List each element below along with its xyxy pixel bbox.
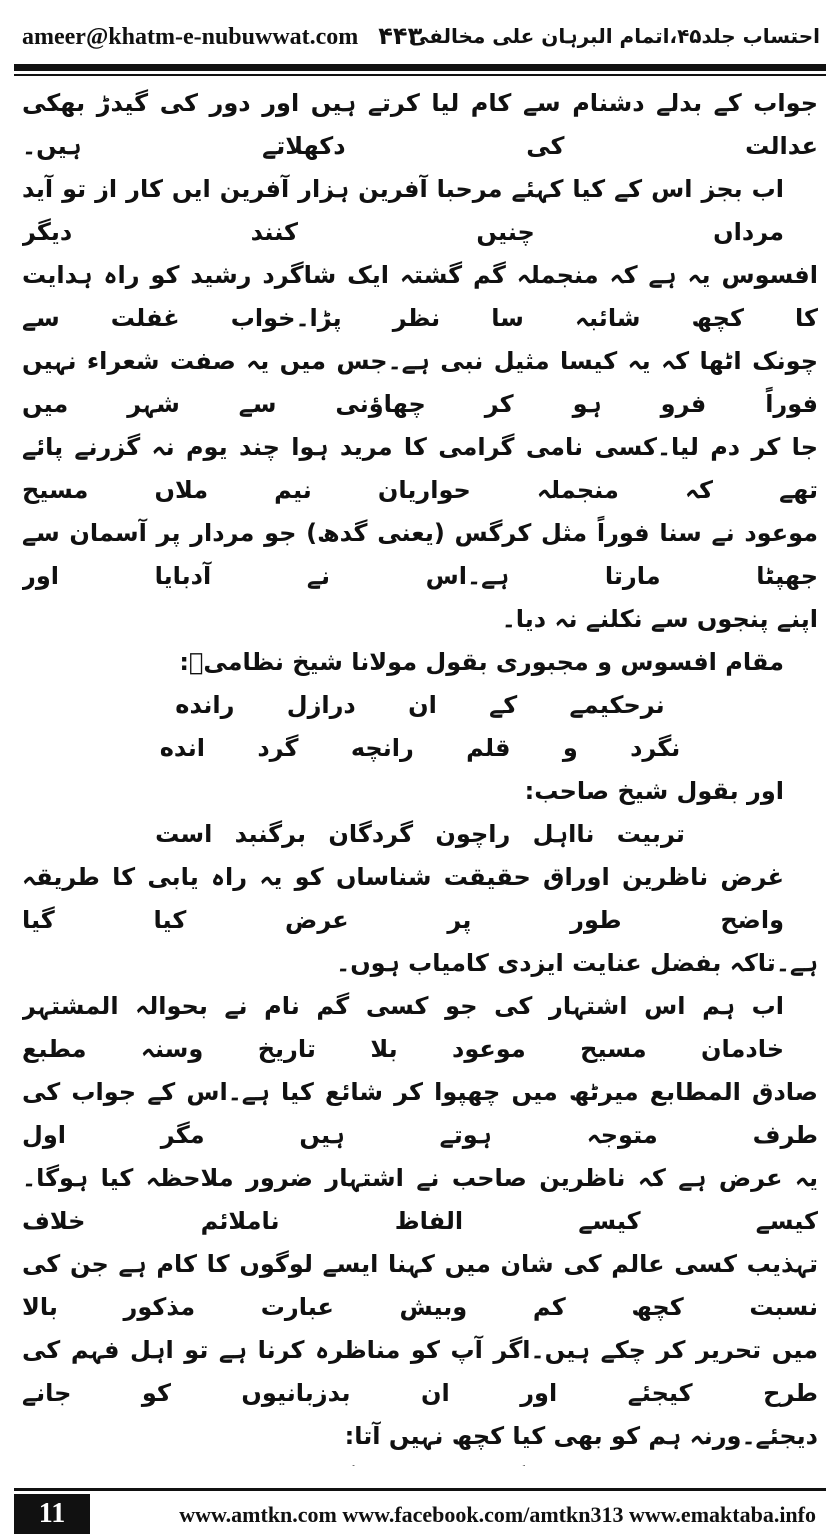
text-line: مقام افسوس و مجبوری بقول مولانا شیخ نظامیؒ:: [179, 648, 784, 676]
text-line: غرض ناظرین اوراق حقیقت شناساں کو یہ راہ یابی کا طریقہ واضح طور پر عرض کیا گیا: [22, 863, 784, 934]
page-body: [22, 82, 818, 1466]
footer-links: www.amtkn.com www.facebook.com/amtkn313 www.emaktaba.info: [179, 1502, 816, 1527]
text-line: اور بقول شیخ صاحب:: [524, 777, 784, 805]
header-rule-thin: [14, 74, 826, 76]
text-line: چونک اٹھا کہ یہ کیسا مثیل نبی ہے۔جس میں یہ صفت شعراء نہیں فوراً فرو ہو کر چھاؤنی سے شہر میں: [22, 347, 818, 418]
header-email: ameer@khatm-e-nubuwwat.com: [22, 24, 359, 50]
text-line: صادق المطابع میرٹھ میں چھپوا کر شائع کیا ہے۔اس کے جواب کی طرف متوجہ ہوتے ہیں مگر اول: [22, 1078, 818, 1149]
verse-line: تربیت نااہل راچون گردگان برگنبد است: [155, 820, 685, 848]
page-header: [14, 18, 826, 62]
verse-line: نگرد و قلم رانچه گرد انده: [159, 734, 681, 762]
text-line: میں تحریر کر چکے ہیں۔اگر آپ کو مناظرہ کرنا ہے تو اہل فہم کی طرح کیجئے اور ان بدزبانیوں کو جانے: [22, 1336, 818, 1407]
text-line: دیجئے۔ورنہ ہم کو بھی کیا کچھ نہیں آتا:: [344, 1422, 818, 1450]
text-line: ہے۔تاکہ بفضل عنایت ایزدی کامیاب ہوں۔: [336, 949, 818, 977]
text-line: جواب کے بدلے دشنام سے کام لیا کرتے ہیں اور دور کی گیدڑ بھکی عدالت کی دکھلاتے ہیں۔: [22, 89, 818, 160]
text-line: افسوس یہ ہے کہ منجملہ گم گشتہ ایک شاگرد رشید کو راہ ہدایت کا کچھ شائبہ سا نظر پڑا۔خواب غفلت سے: [22, 261, 818, 332]
text-line: یہ عرض ہے کہ ناظرین صاحب نے اشتہار ضرور ملاحظہ کیا ہوگا۔کیسے کیسے الفاظ ناملائم خلاف: [22, 1164, 818, 1235]
text-line: تہذیب کسی عالم کی شان میں کہنا ایسے لوگوں کا کام ہے جن کی نسبت کچھ کم وبیش عبارت مذکور بالا: [22, 1250, 818, 1321]
verse-line: [22, 1458, 818, 1466]
header-title: احتساب جلد۴۵،اتمام البرہان علی مخالفی: [408, 24, 820, 48]
header-left: [22, 22, 422, 51]
text-line: اپنے پنجوں سے نکلنے نہ دیا۔: [501, 605, 818, 633]
page-number: 11: [14, 1494, 90, 1534]
text-line: جا کر دم لیا۔کسی نامی گرامی کا مرید ہوا چند یوم نہ گزرنے پائے تھے کہ منجملہ حواریان نیم ملاں مسیح: [22, 433, 818, 504]
header-rule-thick: [14, 64, 826, 71]
header-page-ref: ۴۴۳: [378, 22, 423, 50]
text-line: اب ہم اس اشتہار کی جو کسی گم نام نے بحوالہ المشتہر خادمان مسیح موعود بلا تاریخ وسنہ مطبع: [22, 992, 784, 1063]
text-line: اب بجز اس کے کیا کہئے مرحبا آفرین ہزار آفرین ایں کار از تو آید مرداں چنیں کنند دیگر: [22, 175, 784, 246]
footer-rule: [14, 1488, 826, 1491]
text-line: موعود نے سنا فوراً مثل کرگس (یعنی گدھ) جو مردار پر آسمان سے جھپٹا مارتا ہے۔اس نے آدبایا اور: [22, 519, 818, 590]
verse-line: نرحکیمے کے ان درازل رانده: [175, 691, 665, 719]
